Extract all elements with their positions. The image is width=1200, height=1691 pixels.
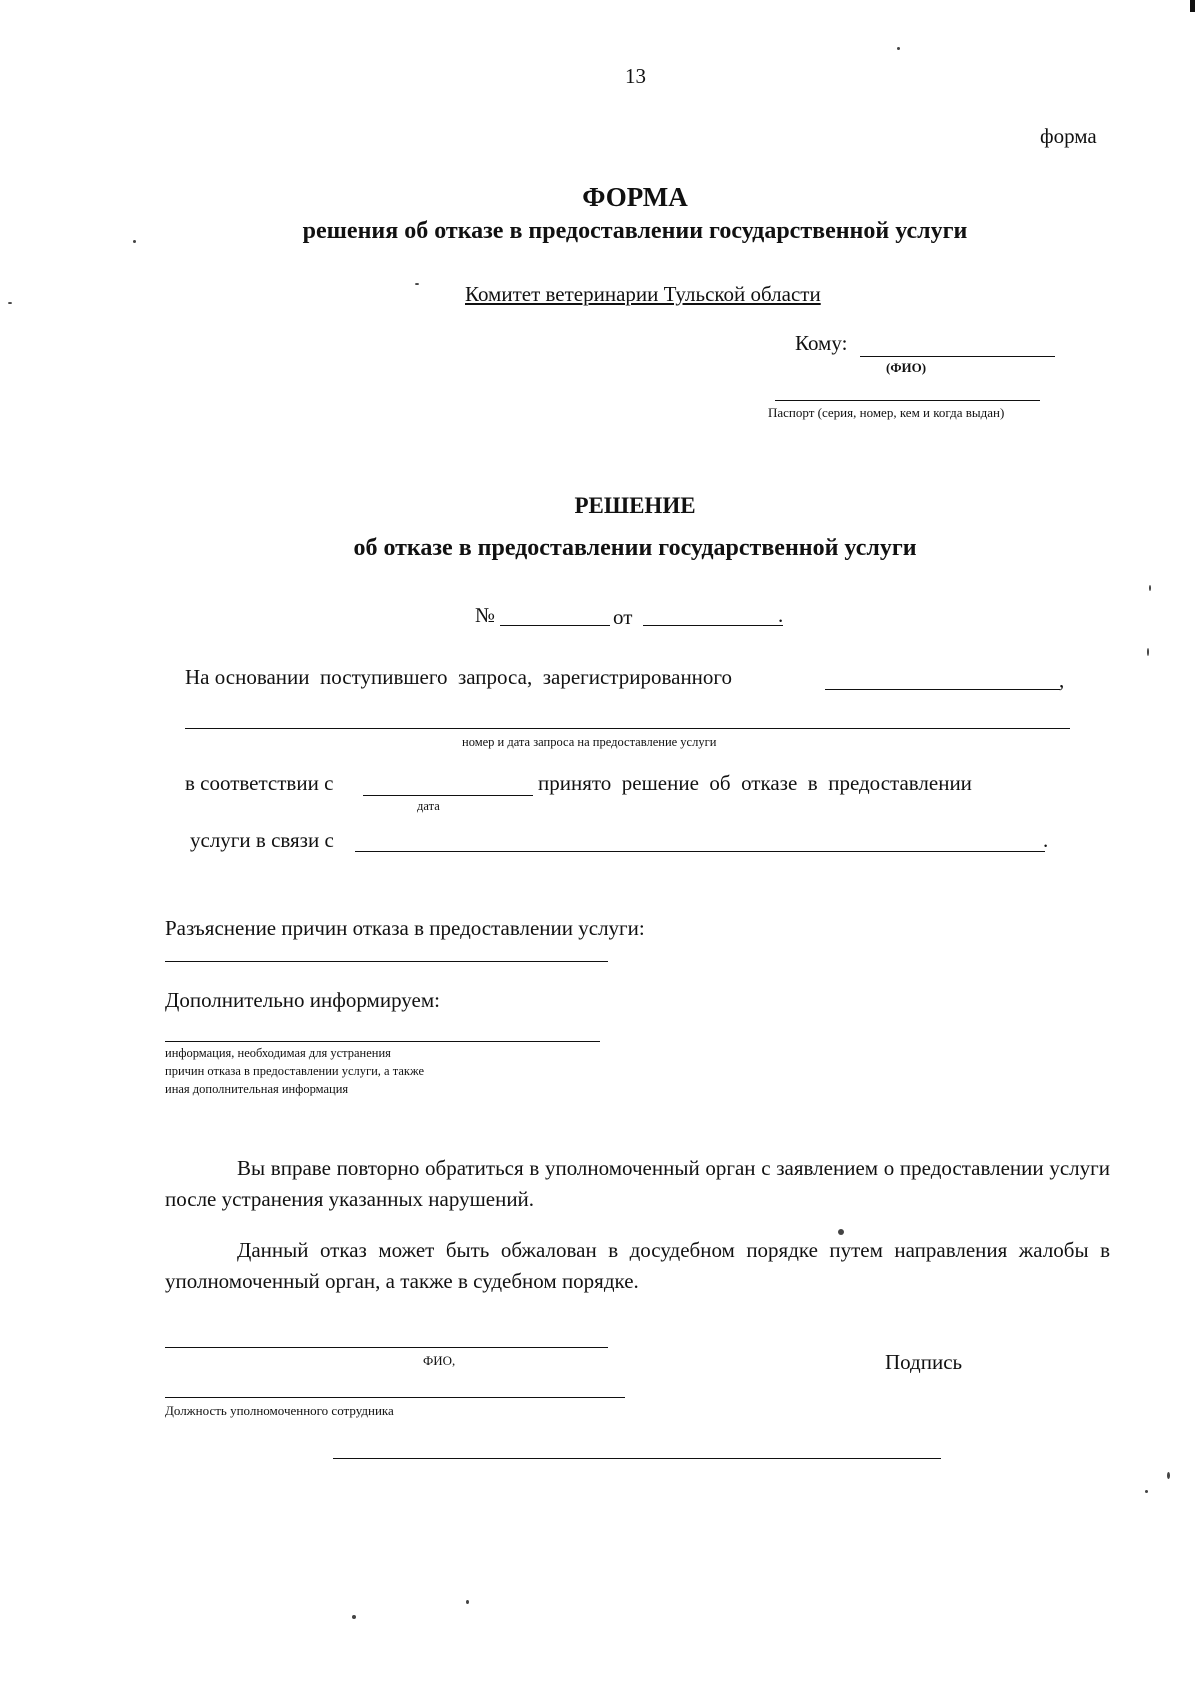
signature-fio-line bbox=[165, 1347, 608, 1348]
decision-subtitle: об отказе в предоставлении государственной услуги bbox=[353, 535, 917, 561]
recipient-fio-line bbox=[860, 356, 1055, 357]
scan-speck bbox=[133, 240, 136, 243]
basis-comma: , bbox=[1059, 668, 1065, 692]
form-title: ФОРМА bbox=[582, 182, 688, 212]
signature-fio-hint: ФИО, bbox=[423, 1353, 456, 1368]
decision-number-line bbox=[500, 625, 610, 626]
decision-from-label: от bbox=[613, 605, 633, 629]
scan-speck bbox=[1147, 648, 1149, 656]
paragraph-appeal: Данный отказ может быть обжалован в досудебном порядке путем направления жалобы в уполномоченный орган, а также в судебном порядке. bbox=[165, 1238, 1110, 1293]
scan-speck bbox=[8, 302, 12, 304]
explanation-label: Разъяснение причин отказа в предоставлении услуги: bbox=[165, 916, 645, 940]
decision-trailing-dot: . bbox=[778, 603, 784, 627]
bottom-line bbox=[333, 1458, 941, 1459]
additional-hint-line-2: причин отказа в предоставлении услуги, а также bbox=[165, 1064, 424, 1078]
scan-mark bbox=[1190, 0, 1195, 12]
form-mark: форма bbox=[1040, 124, 1097, 148]
accordance-date-hint: дата bbox=[417, 799, 440, 813]
reason-line bbox=[355, 851, 1045, 852]
recipient-label: Кому: bbox=[795, 331, 848, 355]
scan-speck bbox=[897, 47, 900, 50]
signature-sign-label: Подпись bbox=[885, 1350, 963, 1374]
reason-prefix: услуги в связи с bbox=[190, 828, 334, 852]
scan-speck bbox=[1149, 585, 1151, 591]
paragraph-reapply: Вы вправе повторно обратиться в уполномоченный орган с заявлением о предоставлении услуги после устранения указанных нарушений. bbox=[165, 1156, 1110, 1211]
request-hint: номер и дата запроса на предоставление услуги bbox=[462, 735, 717, 749]
decision-number-label: № bbox=[475, 603, 496, 627]
basis-line bbox=[825, 689, 1060, 690]
scan-speck bbox=[415, 283, 419, 285]
accordance-date-line bbox=[363, 795, 533, 796]
explanation-line bbox=[165, 961, 608, 962]
request-line bbox=[185, 728, 1070, 729]
accordance-suffix: принято решение об отказе в предоставлении bbox=[538, 771, 972, 795]
decision-date-line bbox=[643, 625, 783, 626]
scan-speck bbox=[1145, 1490, 1148, 1493]
scan-speck bbox=[838, 1229, 844, 1235]
accordance-prefix: в соответствии с bbox=[185, 771, 334, 795]
scan-speck bbox=[1167, 1472, 1170, 1479]
passport-line bbox=[775, 400, 1040, 401]
scan-speck bbox=[466, 1600, 469, 1604]
additional-hint-line-3: иная дополнительная информация bbox=[165, 1082, 349, 1096]
recipient-fio-hint: (ФИО) bbox=[886, 360, 927, 375]
decision-title: РЕШЕНИЕ bbox=[574, 493, 696, 518]
form-subtitle: решения об отказе в предоставлении государственной услуги bbox=[302, 218, 968, 244]
authority-name: Комитет ветеринарии Тульской области bbox=[465, 282, 821, 306]
reason-dot: . bbox=[1043, 828, 1049, 852]
scan-speck bbox=[352, 1615, 356, 1619]
basis-text: На основании поступившего запроса, зарегистрированного bbox=[185, 665, 733, 689]
signature-position-line bbox=[165, 1397, 625, 1398]
signature-position-hint: Должность уполномоченного сотрудника bbox=[165, 1403, 394, 1418]
additional-hint-line-1: информация, необходимая для устранения bbox=[165, 1046, 391, 1060]
additional-line bbox=[165, 1041, 600, 1042]
passport-hint: Паспорт (серия, номер, кем и когда выдан) bbox=[768, 405, 1005, 420]
additional-label: Дополнительно информируем: bbox=[165, 988, 440, 1012]
page-number: 13 bbox=[625, 64, 646, 88]
